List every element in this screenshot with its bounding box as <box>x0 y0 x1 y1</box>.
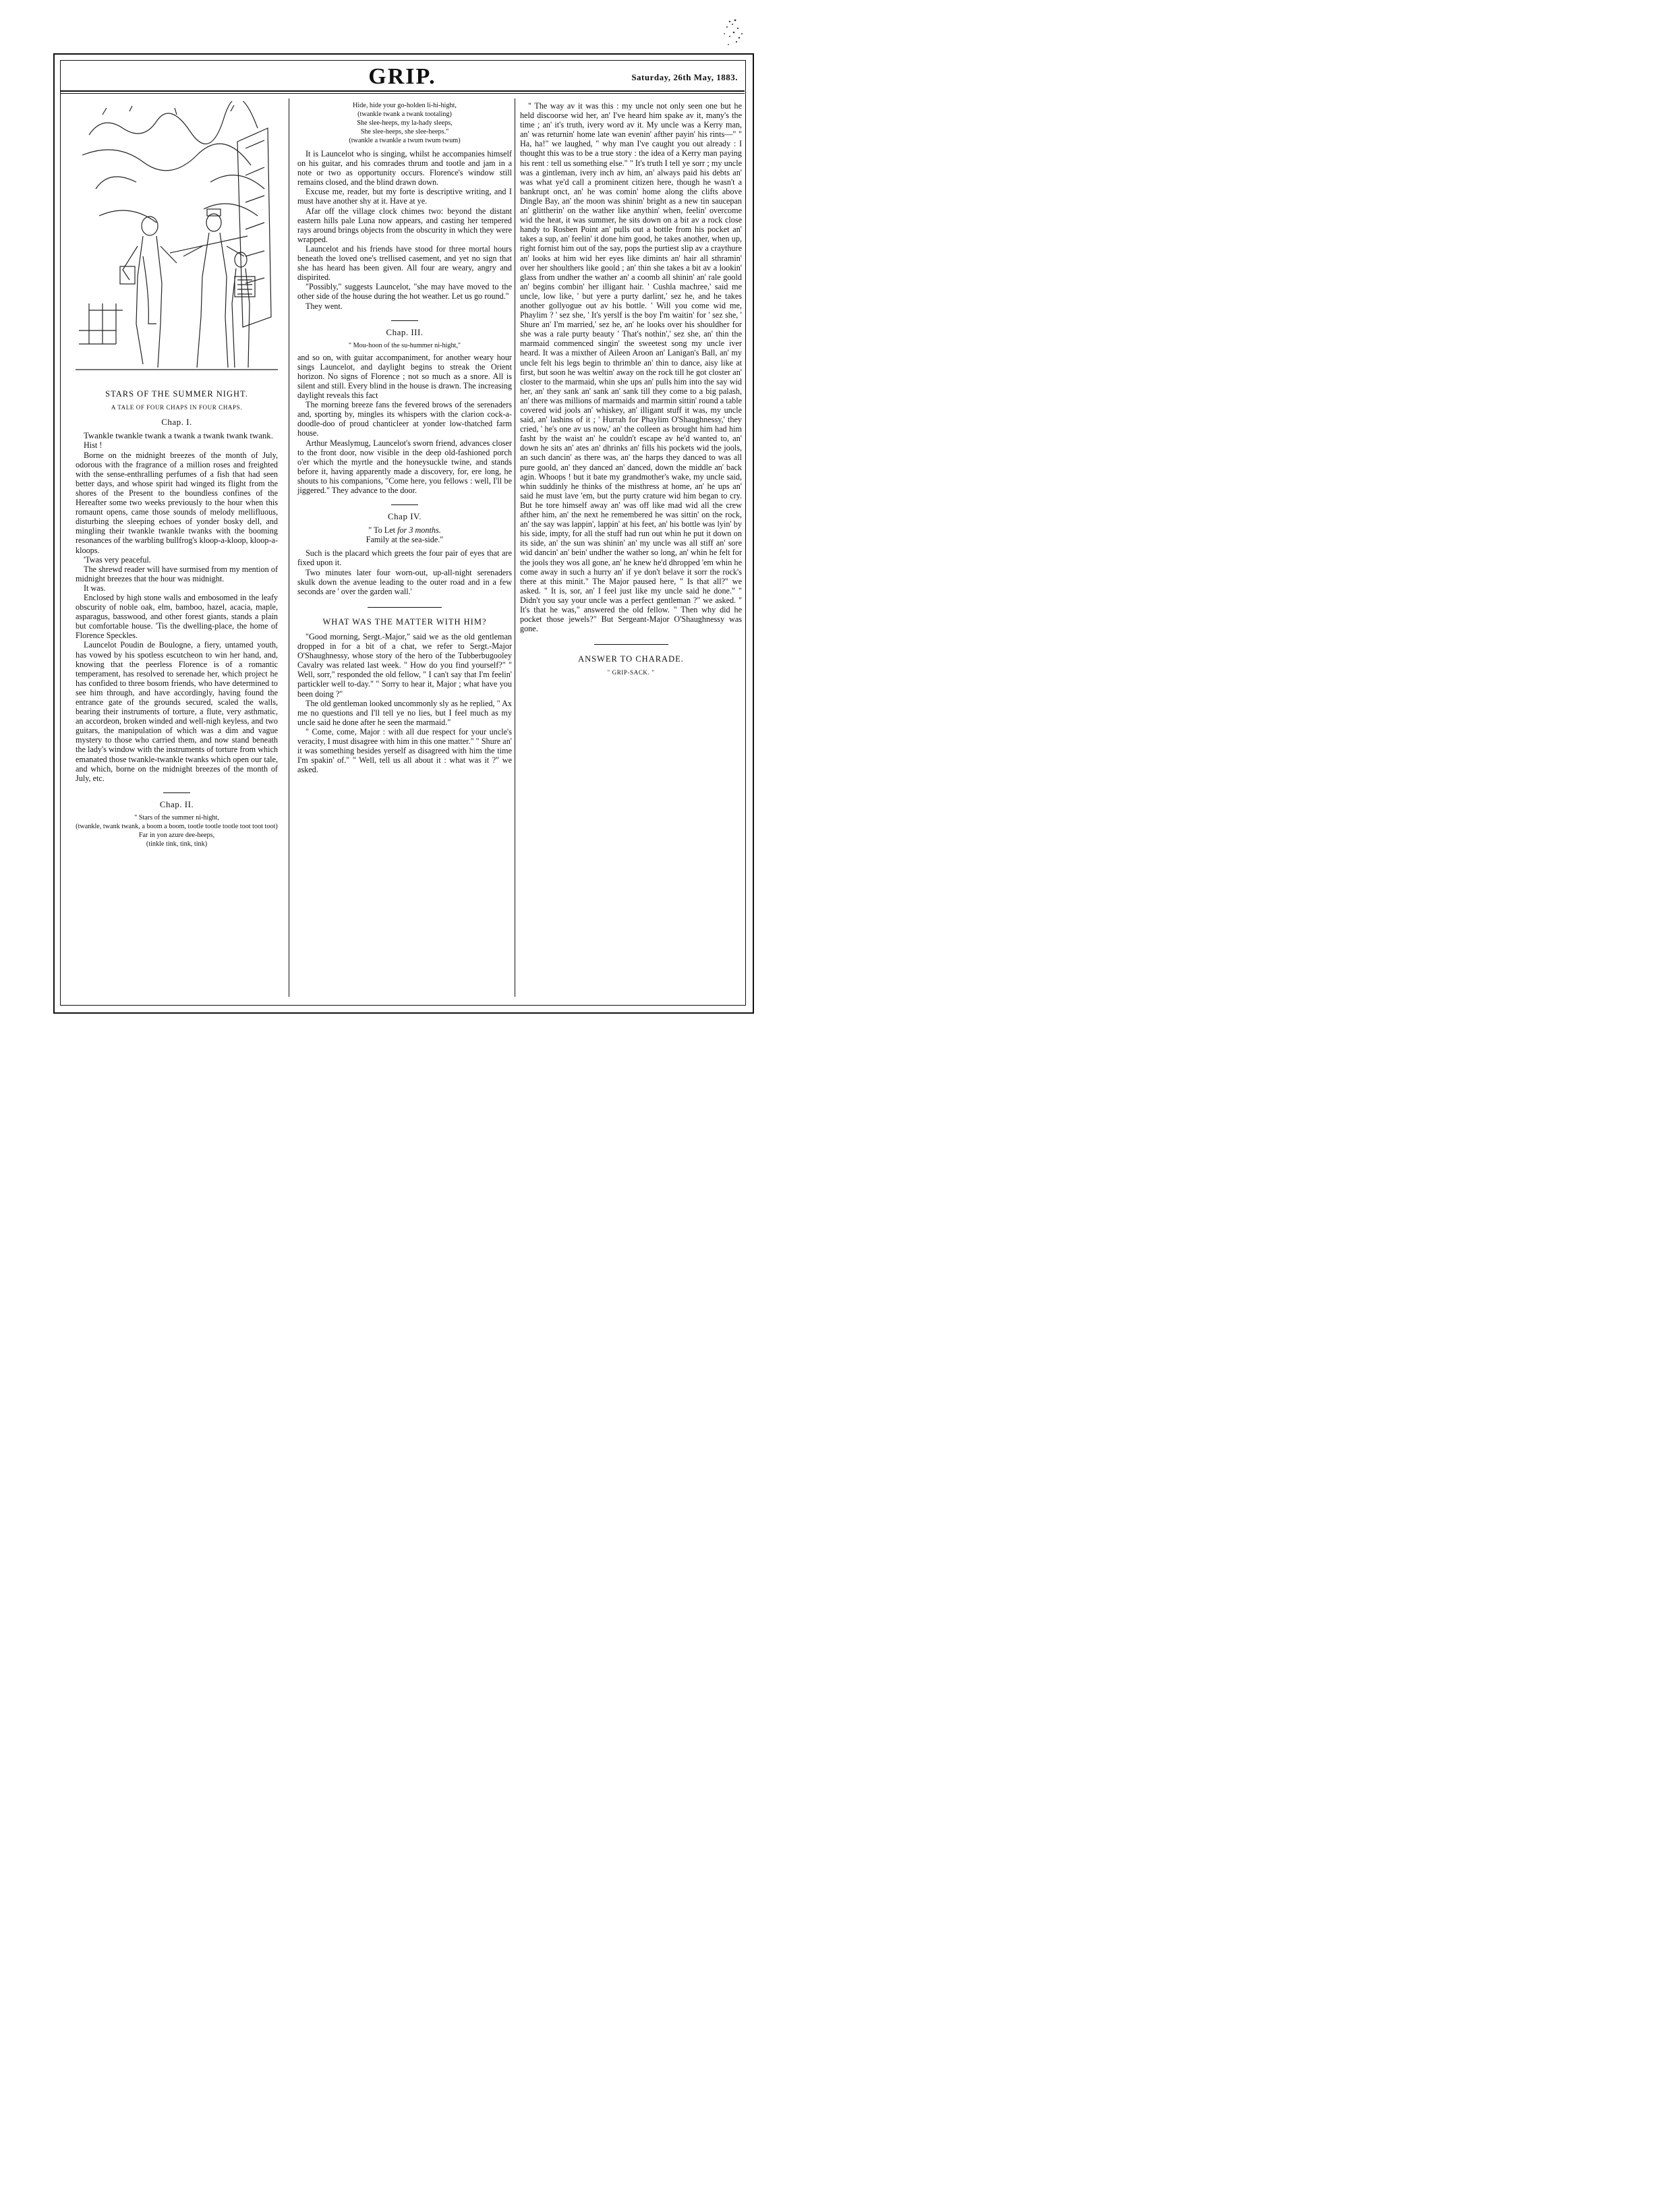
section-rule <box>368 607 442 608</box>
matter-paragraph: "Good morning, Sergt.-Major," said we as the old gentleman dropped in for a bit of a chat, we refer to Sergt.-Major O'Shaughnessy, whose story of the hero of the Tubberbugooley Cavalry was related last week. " How do you find yourself?" " Well, sorr," responded the old fellow, " I can't say that I'm feelin' partickler well to-day." " Sorry to hear it, Major ; what have you been doing ?" <box>297 631 512 699</box>
chap3-paragraph: Arthur Measlymug, Launcelot's sworn friend, advances closer to the front door, now visible in the deep old-fashioned porch o'er which the myrtle and the honeysuckle twine, and stands before it, having apparently made a discovery, for, ere long, he shouts to his companions, "Come here, you fellows : well, I'll be jiggered." They advance to the door. <box>297 438 512 495</box>
chap1-paragraph: It was. <box>84 583 106 593</box>
chapter-4-heading: Chap IV. <box>388 511 422 522</box>
matter-paragraph: The old gentleman looked uncommonly sly as he replied, " Ax me no questions and I'll tell ye no lies, but I feel much as my uncle said he done after he seen the marmaid." <box>297 698 512 727</box>
chap2-paragraph: Launcelot and his friends have stood for three mortal hours beneath the loved one's trellised casement, and yet no sign that she has heard has been given. All four are weary, angry and dispirited. <box>297 243 512 283</box>
story-subtitle: A TALE OF FOUR CHAPS IN FOUR CHAPS. <box>111 404 243 411</box>
chap2-verse-line: " Stars of the summer ni-hight, <box>134 813 219 821</box>
chap1-paragraph: Enclosed by high stone walls and embosomed in the leafy obscurity of noble oak, elm, bamboo, hazel, acacia, maple, asparagus, basswood, and other forest giants, stands a plain but comfortable house. 'Tis the dwelling-place, the home of Florence Speckles. <box>76 592 278 641</box>
section-rule <box>391 320 418 321</box>
section-rule <box>391 504 418 505</box>
masthead <box>60 60 745 90</box>
section-rule <box>594 644 668 645</box>
masthead-date: Saturday, 26th May, 1883. <box>631 72 738 82</box>
matter-paragraph: " Come, come, Major : with all due respect for your uncle's veracity, I must disagree with him in this one matter." " Shure an' it was something besides yerself as disagreed with him the time I'm spakin' of." " Well, tell us all about it : what was it ?" we asked. <box>297 726 512 775</box>
matter-title: WHAT WAS THE MATTER WITH HIM? <box>322 616 487 627</box>
chap1-paragraph: Launcelot Poudin de Boulogne, a fiery, untamed youth, has vowed by his spotless escutcheon to win her hand, and, knowing that the peerless Florence is of a romantic temperament, has resolved to serenade her, which project he has confided to three bosom friends, who have determined to see him through, and have accordingly, having found the entrance gate of the grounds secured, scaled the walls, bearing their instruments of torture, a flute, very asthmatic, an accordeon, broken winded and well-nigh keyless, and two guitars, the manipulation of which was a dim and vague mystery to those who carried them, and now stand beneath the lady's window with the instruments of torture from which emanated those twankle-twankle twanks which open our tale, and which, borne on the midnight breezes of the month of July, etc. <box>76 640 278 783</box>
chapter-1-heading: Chap. I. <box>161 417 192 428</box>
chap2-verse-line: (twankle twank a twank tootaling) <box>357 111 452 118</box>
chap3-paragraph: The morning breeze fans the fevered brows of the serenaders and, sporting by, mingles its whispers with the clarion cock-a-doodle-doo of proud chanticleer at yonder low-thatched farm house. <box>297 400 512 438</box>
chap2-verse-line: Hide, hide your go-holden li-hi-hight, <box>353 102 457 109</box>
chap1-paragraph: The shrewd reader will have surmised from my mention of midnight breezes that the hour was midnight. <box>76 564 278 583</box>
to-let-duration: for 3 months. <box>397 525 441 536</box>
print-mark <box>688 7 749 54</box>
chap3-verse-line: " Mou-hoon of the su-hummer ni-hight," <box>348 341 461 349</box>
to-let-sign-line-1 <box>297 525 512 535</box>
chap2-verse-line: She slee-heeps, my la-hady sleeps, <box>357 119 453 127</box>
masthead-rule-thin <box>60 93 745 94</box>
masthead-title: GRIP. <box>368 64 436 89</box>
chapter-2-heading: Chap. II. <box>159 799 194 809</box>
chap1-paragraph: Borne on the midnight breezes of the month of July, odorous with the fragrance of a million roses and freighted with the sense-enthralling perfumes of a fish that had seen better days, and whose spirit had winged its flight from the shores of the Present to the boundless confines of the Hereafter some two weeks previously to the hour when this romaunt opens, came those sounds of melody mellifluous, disturbing the sleeping echoes of yonder bosky dell, and mingling their twankle twankle twanks with the booming resonances of the warbling bullfrog's kloop-a-kloop, kloop-a-kloops. <box>76 450 278 555</box>
chap1-paragraph: Hist ! <box>84 440 103 451</box>
chap4-paragraph: Such is the placard which greets the four pair of eyes that are fixed upon it. <box>297 548 512 568</box>
chap2-paragraph: "Possibly," suggests Launcelot, "she may have moved to the other side of the house during the hot weather. Let us go round." <box>297 282 512 301</box>
chap2-paragraph: They went. <box>306 301 343 311</box>
serenaders-illustration <box>76 101 278 378</box>
charade-title: ANSWER TO CHARADE. <box>578 654 684 664</box>
chap1-paragraph: 'Twas very peaceful. <box>84 554 151 565</box>
chap2-paragraph: It is Launcelot who is singing, whilst he accompanies himself on his guitar, and his comrades thrum and tootle and jam in a note or two as opportunity occurs. Florence's window still remains closed, and the blind drawn down. <box>297 149 512 187</box>
charade-answer: " GRIP-SACK. " <box>607 669 655 676</box>
chapter-3-heading: Chap. III. <box>386 326 424 337</box>
matter-paragraph: " The way av it was this : my uncle not only seen one but he held discoorse wid her, an' I've heard him spake av it, many's the time ; an' it's truth, ivery word av it. My uncle was a Kerry man, an' was returnin' home late wan evenin' afther payin' his rints—" " Ha, ha!" we laughed, " why man I've caught you out already : I thought this was to be a true story : the idea of a Kerry man paying his rent : tell us something else." " It's truth I tell ye sorr ; my uncle was a gintleman, ivery inch av him, an' always paid his debts an' was what ye'd call a prominent citizen here, though he wasn't a bankrupt onct, an' he was comin' home along the clifts above Dingle Bay, an' the moon was shinin' bright as a new tin saucepan an' glittherin' on the wather like anythin' when, feelin' overcome wid the heat, it was summer, he sits down on a bit av a rock close handy to Rosben Point an' pulls out a bottle from his pocket an' takes a sup, an' feelin' it done him good, he takes another, when up, right fornist him out of the say, pops the purtiest slip av a craythure an' looks at him wid her eyes like dimints an' hair all sthramin' over her shoulthers like goold ; an' thin she takes a bit av a lookin' glass from undher the wather an' a coomb all shinin' an' rale goold an' begins combin' her illigant hair. ' Cushla machree,' said me uncle, low like, ' but yere a purty darlint,' sez he, and he takes another gollyogue out av his bottle. ' Will you come wid me, Phaylim ? ' sez she, ' It's yerslf is the boy I'm waitin' for ' sez she, ' Shure an' I'm married,' sez he, an' he looks over his shouldher for she was a rale purty beauty ' That's nothin',' sez she, an' thin the marmaid commenced singin' the sweetest song my uncle iver heard. It was a mixther of Aileen Aroon an' Lanigan's Ball, an' my uncle felt his legs begin to thrimble an' thin to dance, aisy like at first, but soon he was weltin' away on the rock till he got closter an' closter to the marmaid, whin she ups an' pulls him into the say wid her, an' they sank an' sank an' sank till they come to a big palash, an' there was millions of marmaids and marmin sittin' round a table covered wid jools an' whiskey, an' illigant stuff it was, my uncle said, an' lashins of it ; ' Hurrah for Phaylim O'Shaughnessy,' they cried, ' he's one av us now,' an' the colleen as brought him had him fasht by the waist an' he couldn't escape av he'd wanted to, an' down he sits an' ates an' dhrinks an' fills his pockets wid the jools, an such dancin' as there was, an' the harps they danced to was all pure goold, an' they danced an' danced, down the middle an' back agin. Whoops ! but it bate my grandmother's wake, my uncle said, whin suddinly he thinks of the misthress at home, an' he ups an' said he must lave 'em, but the purty crature wid him began to cry. But he tore himself away an' was off like mad wid all the crew afther him, an' the next he remembered he was sittin' on the rock, an' the say was lappin', lappin' at his feet, an' his bottle was lyin' by his side, impty, for all the stuff had run out whin he put it down on its side, an' the sun was shinin' an' my uncle was all stiff an' sore wid dancin' an' bein' undher the wather so long, an' whin he felt for the jools they wos all gone, an' he knew he'd dhropped 'em whin he come away in such a hurry an' if ye don't belave it sorr the rock's there at this minit." The Major paused here, " Is that all?" we asked. " It is, sor, an' I feel just like my uncle said he done." " Didn't you say your uncle was a perfect gentleman ?" we asked. " It's that he was," answered the old fellow. " Then why did he pocket those jewels?" But Sergeant-Major O'Shaughnessy was gone. <box>520 101 742 634</box>
story-title: STARS OF THE SUMMER NIGHT. <box>105 389 248 399</box>
chap4-paragraph: Two minutes later four worn-out, up-all-night serenaders skulk down the avenue leading to the outer road and in a few seconds are ' over the garden wall.' <box>297 567 512 596</box>
column-3 <box>520 101 742 683</box>
chap3-paragraph: and so on, with guitar accompaniment, for another weary hour sings Launcelot, and daylight begins to streak the Orient horizon. No signs of Florence ; not so much as a snore. All is silent and still. Every blind in the house is drawn. The increasing daylight reveals this fact <box>297 352 512 401</box>
chap2-verse-line: (twankle, twank twank, a boom a boom, tootle tootle tootle toot toot toot) <box>76 822 278 830</box>
chap1-paragraph: Twankle twankle twank a twank a twank twank twank. <box>84 431 273 441</box>
to-let-sign-line-2: Family at the sea-side." <box>366 535 444 545</box>
chap2-verse-line: (tinkle tink, tink, tink) <box>146 840 208 848</box>
chap2-verse-line: (twankle a twankle a twum twum twum) <box>349 137 461 144</box>
masthead-rule <box>60 90 745 92</box>
chap2-verse-line: Far in yon azure dee-heeps, <box>138 831 215 839</box>
column-1 <box>76 101 278 848</box>
chap2-verse-line: She slee-heeps, she slee-heeps." <box>360 128 449 136</box>
column-2 <box>297 101 512 774</box>
to-let-text: " To Let <box>368 525 398 536</box>
section-rule <box>163 792 190 793</box>
chap2-paragraph: Excuse me, reader, but my forte is descriptive writing, and I must have another shy at it. Have at ye. <box>297 187 512 206</box>
chap2-paragraph: Afar off the village clock chimes two: beyond the distant eastern hills pale Luna now appears, and casting her tempered rays around brings objects from the obscurity in which they were wrapped. <box>297 206 512 244</box>
